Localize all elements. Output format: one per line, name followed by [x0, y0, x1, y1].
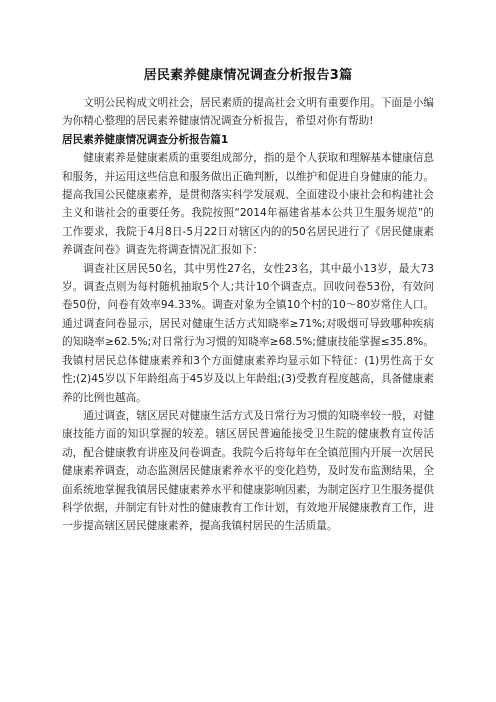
body-paragraph-3: 通过调查，辖区居民对健康生活方式及日常行为习惯的知晓率较一般，对健康技能方面的知识掌握的较差。辖区居民普遍能接受卫生院的健康教育宣传活动，配合健康教育讲座及问卷调查。我院今后将每年在全镇范围内开展一次居民健康素养调查，动态监测居民健康素养水平的变化趋势，及时发布监测结果，全面系统地掌握我镇居民健康素养水平和健康影响因素，为制定医疗卫生服务提供科学依据，并制定有针对性的健康教育工作计划，有效地开展健康教育工作，进一步提高辖区居民健康素养，提高我镇村居民的生活质量。	[62, 409, 434, 533]
section-heading: 居民素养健康情况调查分析报告篇1	[62, 133, 229, 146]
document-body	[62, 94, 434, 536]
body-paragraph-2: 调查社区居民50名，其中男性27名，女性23名，其中最小13岁，最大73岁。调查点则为每村随机抽取5个人;共计10个调查点。回收问卷53份，有效问卷50份，问卷有效率94.33%。调查对象为全镇10个村的10～80岁常住人口。通过调查问卷显示，居民对健康生活方式知晓率≥71%;对吸烟可导致哪种疾病的知晓率≥62.5%;对日常行为习惯的知晓率≥68.5%;健康技能掌握≤35.8%。我镇村居民总体健康素养和3个方面健康素养均显示如下特征：(1)男性高于女性;(2)45岁以下年龄组高于45岁及以上年龄组;(3)受教育程度越高，具备健康素养的比例也越高。	[62, 262, 434, 404]
document-title: 居民素养健康情况调查分析报告3篇	[143, 68, 353, 83]
body-paragraph-1: 健康素养是健康素质的重要组成部分，指的是个人获取和理解基本健康信息和服务，并运用这些信息和服务做出正确判断，以维护和促进自身健康的能力。提高我国公民健康素养，是贯彻落实科学发展观、全面建设小康社会和构建社会主义和谐社会的重要任务。我院按照“2014年福建省基本公共卫生服务规范”的工作要求，我院于4月8日-5月22日对辖区内的的50名居民进行了《居民健康素养调查问卷》调查先将调查情况汇报如下：	[62, 152, 434, 257]
intro-paragraph: 文明公民构成文明社会，居民素质的提高社会文明有重要作用。下面是小编为你精心整理的居民素养健康情况调查分析报告，希望对你有帮助!	[62, 97, 434, 128]
